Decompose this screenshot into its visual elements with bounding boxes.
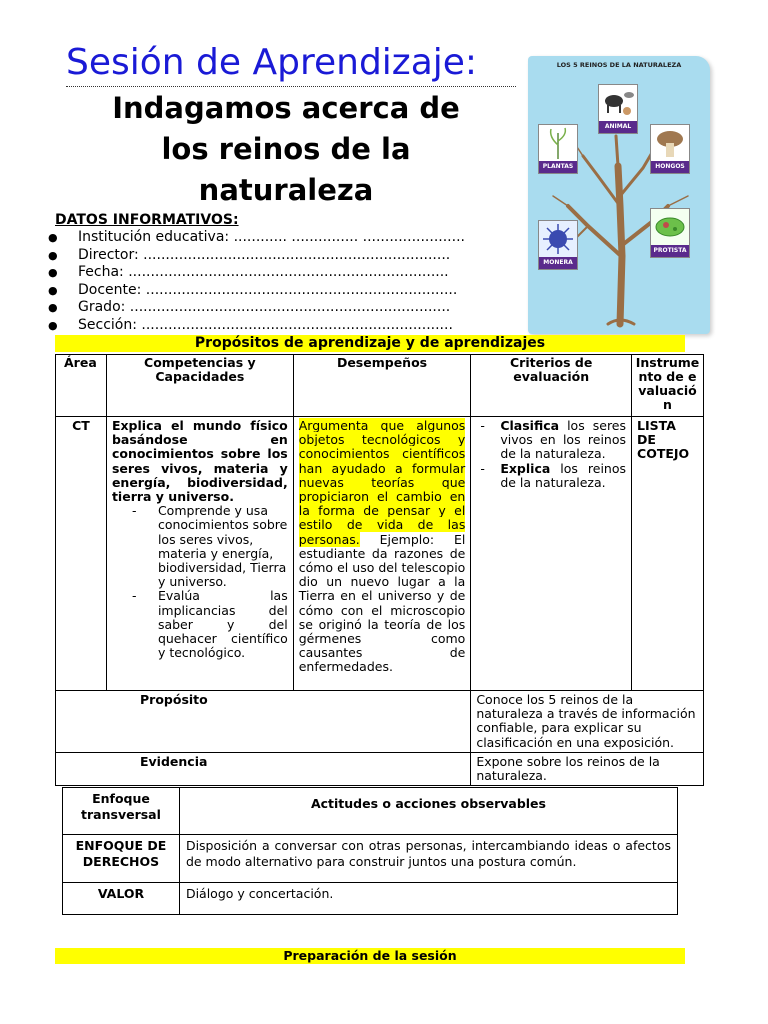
bullet-icon: ● xyxy=(48,248,58,262)
tile-animal: ANIMAL xyxy=(598,84,638,134)
datos-item-institucion: ● Institución educativa: ............ ............... ....................... xyxy=(48,229,465,245)
bullet-icon: ● xyxy=(48,283,58,297)
criterio-item: - Clasifica los seres vivos en los reinos de la naturaleza. xyxy=(476,419,626,462)
header-instrumento: Instrumento de evaluación xyxy=(632,355,704,417)
bacteria-icon xyxy=(539,221,577,257)
tile-plantas: PLANTAS xyxy=(538,124,578,174)
proposito-text: Conoce los 5 reinos de la naturaleza a través de información confiable, para explicar su clasificación en una exposición. xyxy=(471,691,704,753)
capacidad-item: - Evalúa las implicancias del saber y del quehacer científico y tecnológico. xyxy=(132,589,288,660)
capacidades-list xyxy=(132,504,288,660)
page-title: Sesión de Aprendizaje: xyxy=(66,40,516,87)
datos-item-seccion: ● Sección: ...................................................................... xyxy=(48,316,453,333)
table-row-ct xyxy=(56,417,704,691)
desempeno-example: Ejemplo: El estudiante da razones de cómo el uso del telescopio dio un nuevo lugar a la Tierra en el universo y de cómo con el microscopio se originó la teoría de los gérmenes como causantes de enfermedades. xyxy=(298,531,466,675)
infographic-title: LOS 5 REINOS DE LA NATURALEZA xyxy=(556,61,682,69)
datos-item-fecha: ● Fecha: ........................................................................ xyxy=(48,264,449,280)
enfoque-row-valor xyxy=(63,883,678,915)
evidencia-text: Expone sobre los reinos de la naturaleza. xyxy=(471,752,704,785)
bullet-icon: ● xyxy=(48,231,58,244)
datos-list xyxy=(48,229,528,334)
datos-item-director: ● Director: ..................................................................... xyxy=(48,246,451,263)
desempeno-highlight: Argumenta que algunos objetos tecnológicos y conocimientos científicos han ayudado a formular nuevas teorías que propiciaron el cambio en la forma de pensar y el estilo de vida de las personas. xyxy=(298,418,466,547)
competencia-text: Explica el mundo físico basándose en conocimientos sobre los seres vivos, materia y energía, biodiversidad, tierra y universo. xyxy=(111,418,288,505)
table-row-evidencia xyxy=(56,752,704,785)
kingdoms-infographic xyxy=(528,56,710,334)
cell-criterios xyxy=(471,417,632,691)
proposito-label: Propósito xyxy=(56,691,471,753)
criterio-item: - Explica los reinos de la naturaleza. xyxy=(476,462,626,490)
header-area: Área xyxy=(56,355,107,417)
mushroom-icon xyxy=(651,125,689,161)
enfoque-table xyxy=(62,787,678,915)
enfoque-row-derechos xyxy=(63,835,678,883)
header-desempenos: Desempeños xyxy=(293,355,471,417)
enfoque-derechos-label: ENFOQUE DE DERECHOS xyxy=(63,835,180,883)
enfoque-header-row xyxy=(63,788,678,835)
tile-protista: PROTISTA xyxy=(650,208,690,258)
enfoque-header-left: Enfoque transversal xyxy=(63,788,180,835)
bullet-icon: ● xyxy=(48,318,58,332)
bullet-icon: ● xyxy=(48,266,58,279)
datos-item-grado: ● Grado: ........................................................................ xyxy=(48,299,451,315)
protist-icon xyxy=(651,209,689,245)
cell-competencias xyxy=(106,417,293,691)
bullet-icon: ● xyxy=(48,301,58,314)
enfoque-valor-text: Diálogo y concertación. xyxy=(179,883,677,915)
header-competencias: Competencias y Capacidades xyxy=(106,355,293,417)
capacidad-item: - Comprende y usa conocimientos sobre los seres vivos, materia y energía, biodiversidad, Tierra y universo. xyxy=(132,504,288,589)
datos-heading: DATOS INFORMATIVOS: xyxy=(55,212,239,228)
table-row-proposito xyxy=(56,691,704,753)
propositos-table xyxy=(55,354,704,786)
enfoque-valor-label: VALOR xyxy=(63,883,180,915)
cell-instrumento: LISTA DE COTEJO xyxy=(632,417,704,691)
plant-icon xyxy=(539,125,577,161)
cell-desempenos xyxy=(293,417,471,691)
enfoque-derechos-text: Disposición a conversar con otras personas, intercambiando ideas o afectos de modo alternativo para construir juntos una postura común. xyxy=(179,835,677,883)
animal-icon xyxy=(599,85,637,121)
criterios-list xyxy=(476,419,626,490)
section-title-preparacion: Preparación de la sesión xyxy=(55,948,685,964)
session-subtitle: Indagamos acerca de los reinos de la naturaleza xyxy=(112,91,460,207)
section-title-propositos: Propósitos de aprendizaje y de aprendizajes xyxy=(55,335,685,352)
cell-area: CT xyxy=(56,417,107,691)
evidencia-label: Evidencia xyxy=(56,752,471,785)
tile-monera: MONERA xyxy=(538,220,578,270)
header-criterios: Criterios de evaluación xyxy=(471,355,632,417)
enfoque-header-right: Actitudes o acciones observables xyxy=(179,788,677,835)
table-header-row xyxy=(56,355,704,417)
datos-item-docente: ● Docente: ...................................................................... xyxy=(48,281,458,298)
tile-hongos: HONGOS xyxy=(650,124,690,174)
